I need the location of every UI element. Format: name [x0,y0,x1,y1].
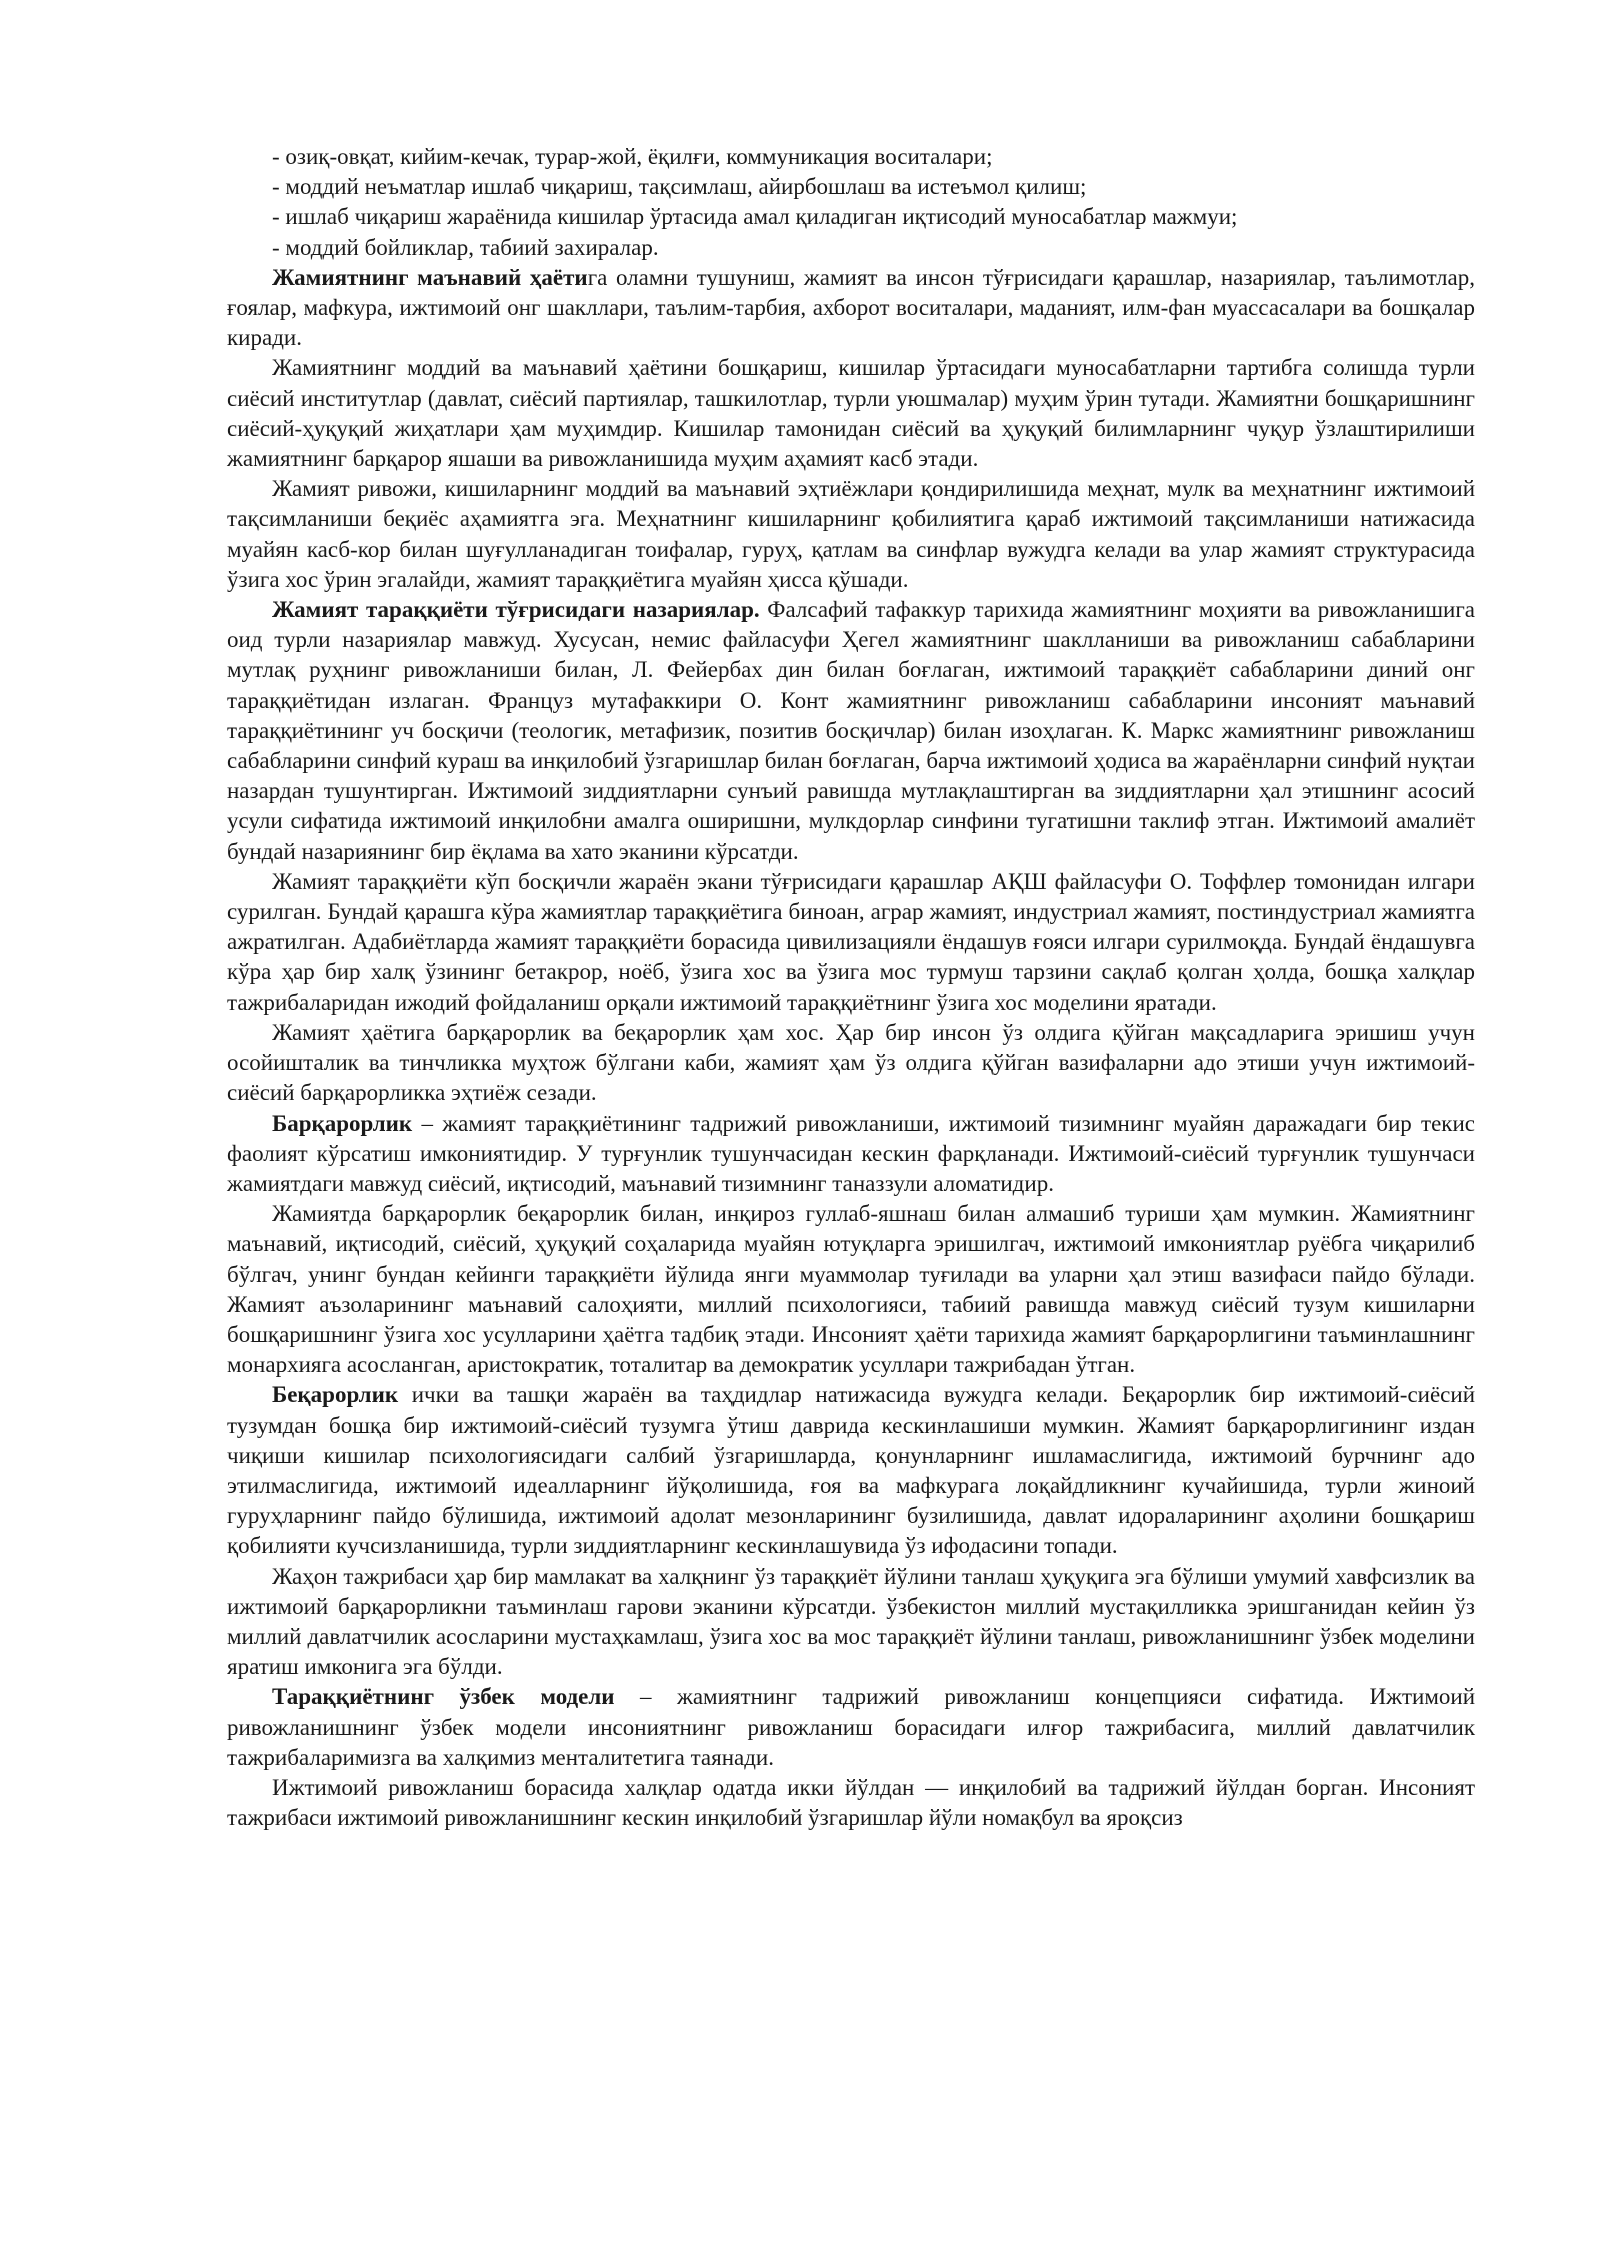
paragraph-spiritual-life [227,263,1475,354]
paragraph-text: Фалсафий тафаккур тарихида жамиятнинг моҳияти ва ривожланишига оид турли назариялар мавжуд. Хусусан, немис файласуфи Ҳегел жамиятнинг шаклланиши ва ривожланиш сабабларини мутлақ руҳнинг ривожланиши билан, Л. Фейербах дин билан боғлаган, ижтимоий тараққиёт сабабларини диний онг тараққиётидан излаган. Француз мутафаккири О. Конт жамиятнинг ривожланиш сабабларини инсоният маънавий тараққиётининг уч босқичи (теологик, метафизик, позитив босқичлар) билан изоҳлаган. К. Маркс жамиятнинг ривожланиш сабабларини синфий кураш ва инқилобий ўзгаришлар билан боғлаган, барча ижтимоий ҳодиса ва жараёнларни синфий нуқтаи назардан тушунтирган. Ижтимоий зиддиятларни сунъий равишда мутлақлаштирган ва зиддиятларни ҳал этишнинг асосий усули сифатида ижтимоий инқилобни амалга оширишни, мулкдорлар синфини тугатишни таклиф этган. Ижтимоий амалиёт бундай назариянинг бир ёқлама ва хато эканини кўрсатди. [227,597,1475,864]
paragraph-stability [227,1109,1475,1200]
paragraph-text: Жамият ривожи, кишиларнинг моддий ва маънавий эҳтиёжлари қондирилишида меҳнат, мулк ва меҳнатнинг ижтимоий тақсимланиши беқиёс аҳамиятга эга. Меҳнатнинг кишиларнинг қобилиятига қараб ижтимоий тақсимланиши натижасида муайян касб-кор билан шуғулланадиган тоифалар, гуруҳ, қатлам ва синфлар вужудга келади ва улар жамият структурасида ўзига хос ўрин эгалайди, жамият тараққиётига муайян ҳисса қўшади. [227,476,1475,592]
paragraph-text: Жамиятда барқарорлик беқарорлик билан, инқироз гуллаб-яшнаш билан алмашиб туриши ҳам мумкин. Жамиятнинг маънавий, иқтисодий, сиёсий, ҳуқуқий соҳаларида муайян ютуқларга эришилгач, ижтимоий имкониятлар руёбга чиқарилиб бўлгач, унинг бундан кейинги тараққиёти йўлида янги муаммолар туғилади ва уларни ҳал этиш вазифаси пайдо бўлади. Жамият аъзоларининг маънавий салоҳияти, миллий психологияси, табиий равишда мавжуд сиёсий тузум кишиларни бошқаришнинг ўзига хос усулларини ҳаётга тадбиқ этади. Инсоният ҳаёти тарихида жамият барқарорлигини таъминлашнинг монархияга асосланган, аристократик, тоталитар ва демократик усуллари тажрибадан ўтган. [227,1201,1475,1378]
paragraph-theories [227,595,1475,867]
bold-term: Жамият тараққиёти тўғрисидаги назариялар. [272,597,760,623]
paragraph [227,867,1475,1018]
document-page [227,142,1475,1833]
list-item: - моддий бойликлар, табиий захиралар. [272,234,659,260]
paragraph-text: га оламни тушуниш, жамият ва инсон тўғрисидаги қарашлар, назариялар, таълимотлар, ғоялар, мафкура, ижтимоий онг шакллари, таълим-тарбия, ахборот воситалари, маданият, илм-фан муассасалари ва бошқалар киради. [227,264,1475,351]
paragraph-text: Жамият ҳаётига барқарорлик ва беқарорлик ҳам хос. Ҳар бир инсон ўз олдига қўйган мақсадларига эришиш учун осойишталик ва тинчликка муҳтож бўлгани каби, жамият ҳам ўз олдига қўйган вазифаларни адо этиши учун ижтимоий-сиёсий барқарорликка эҳтиёж сезади. [227,1019,1475,1106]
paragraph [227,1562,1475,1683]
paragraph [227,474,1475,595]
paragraph-text: Жамият тараққиёти кўп босқичли жараён экани тўғрисидаги қарашлар АҚШ файласуфи О. Тоффлер томонидан илгари сурилган. Бундай қарашга кўра жамиятлар тараққиётига биноан, аграр жамият, индустриал жамият, постиндустриал жамиятга ажратилган. Адабиётларда жамият тараққиёти борасида цивилизацияли ёндашув ғояси илгари сурилмоқда. Бундай ёндашувга кўра ҳар бир халқ ўзининг бетакрор, ноёб, ўзига хос ва ўзига мос турмуш тарзини сақлаб қолган ҳолда, бошқа халқлар тажрибаларидан ижодий фойдаланиш орқали ижтимоий тараққиётнинг ўзига хос моделини яратади. [227,868,1475,1015]
bold-term: Тараққиётнинг ўзбек модели [272,1684,615,1710]
paragraph-text: Жамиятнинг моддий ва маънавий ҳаётини бошқариш, кишилар ўртасидаги муносабатларни тартибга солишда турли сиёсий институтлар (давлат, сиёсий партиялар, ташкилотлар, турли уюшмалар) муҳим ўрин тутади. Жамиятни бошқаришнинг сиёсий-ҳуқуқий жиҳатлари ҳам муҳимдир. Кишилар тамонидан сиёсий ва ҳуқуқий билимларнинг чуқур ўзлаштирилиши жамиятнинг барқарор яшаши ва ривожланишида муҳим аҳамият касб этади. [227,355,1475,472]
paragraph [227,1018,1475,1109]
paragraph-text: Ижтимоий ривожланиш борасида халқлар одатда икки йўлдан — инқилобий ва тадрижий йўлдан борган. Инсоният тажрибаси ижтимоий ривожланишнинг кескин инқилобий ўзгаришлар йўли номақбул ва яроқсиз [227,1774,1475,1831]
list-item: - моддий неъматлар ишлаб чиқариш, тақсимлаш, айирбошлаш ва истеъмол қилиш; [272,174,1087,200]
paragraph-text: – жамият тараққиётининг тадрижий ривожланиши, ижтимоий тизимнинг муайян даражадаги бир текис фаолият кўрсатиш имкониятидир. У турғунлик тушунчасидан кескин фарқланади. Ижтимоий-сиёсий турғунлик тушунчаси жамиятдаги мавжуд сиёсий, иқтисодий, маънавий тизимнинг таназзули аломатидир. [227,1110,1475,1196]
paragraph-uzbek-model [227,1682,1475,1773]
paragraph-instability [227,1380,1475,1561]
list-item: - ишлаб чиқариш жараёнида кишилар ўртасида амал қиладиган иқтисодий муносабатлар мажмуи; [272,204,1238,230]
paragraph-text: – жамиятнинг тадрижий ривожланиш концепцияси сифатида. Ижтимоий ривожланишнинг ўзбек модели инсониятнинг ривожланиш борасидаги илғор тажрибасига, миллий давлатчилик тажрибаларимизга ва халқимиз менталитетига таянади. [227,1684,1475,1770]
list-item: - озиқ-овқат, кийим-кечак, турар-жой, ёқилғи, коммуникация воситалари; [272,144,993,169]
paragraph [227,1199,1475,1380]
paragraph [227,353,1475,474]
paragraph-text: ички ва ташқи жараён ва таҳдидлар натижасида вужудга келади. Беқарорлик бир ижтимоий-сиёсий тузумдан бошқа бир ижтимоий-сиёсий тузумга ўтиш даврида кескинлашиши мумкин. Жамият барқарорлигининг издан чиқиши кишилар психологиясидаги салбий ўзгаришларда, қонунларнинг ишламаслигида, ижтимоий бурчнинг адо этилмаслигида, ижтимоий идеалларнинг йўқолишида, ғоя ва мафкурага лоқайдликнинг кучайишида, турли жиноий гуруҳларнинг пайдо бўлишида, ижтимоий адолат мезонларининг бузилишида, давлат идораларининг аҳолини бошқариш қобилияти кучсизланишида, турли зиддиятларнинг кескинлашувида ўз ифодасини топади. [227,1382,1475,1559]
bold-term: Жамиятнинг маънавий ҳаёти [272,264,588,290]
paragraph-text: Жаҳон тажрибаси ҳар бир мамлакат ва халқнинг ўз тараққиёт йўлини танлаш ҳуқуқига эга бўлиши умумий хавфсизлик ва ижтимоий барқарорликни таъминлаш гарови эканини кўрсатди. ўзбекистон миллий мустақилликка эришганидан кейин ўз миллий давлатчилик асосларини мустаҳкамлаш, ўзига хос ва мос тараққиёт йўлини танлаш, ривожланишнинг ўзбек моделини яратиш имконига эга бўлди. [227,1563,1475,1680]
paragraph [227,1773,1475,1833]
bold-term: Беқарорлик [272,1382,399,1408]
bold-term: Барқарорлик [272,1110,413,1136]
